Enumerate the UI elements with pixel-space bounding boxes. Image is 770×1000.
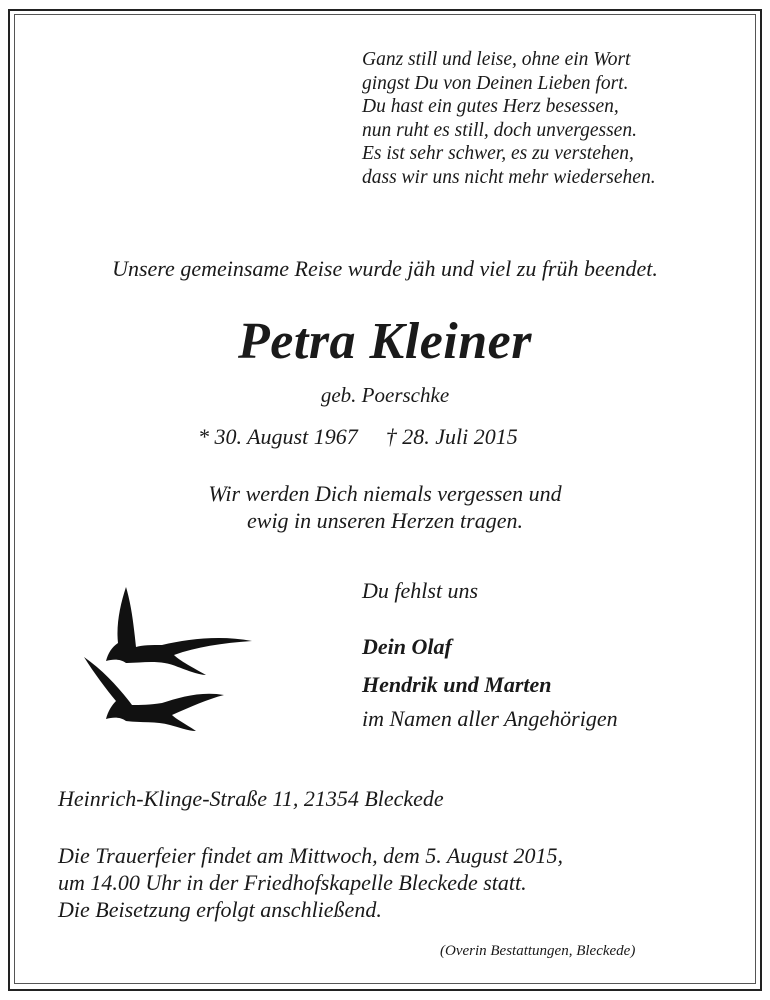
two-flying-birds-icon xyxy=(80,585,260,735)
deceased-name: Petra Kleiner xyxy=(238,313,532,370)
verse-line: ewig in unseren Herzen tragen. xyxy=(247,508,523,533)
poem-line: gingst Du von Deinen Lieben fort. xyxy=(362,72,629,94)
poem-line: dass wir uns nicht mehr wiedersehen. xyxy=(362,166,656,188)
notice-line: Die Trauerfeier findet am Mittwoch, dem 5. August 2015, xyxy=(58,843,563,868)
poem-line: nun ruht es still, doch unvergessen. xyxy=(362,119,637,141)
poem-line: Es ist sehr schwer, es zu verstehen, xyxy=(362,143,634,165)
notice-line: um 14.00 Uhr in der Friedhofskapelle Bleckede statt. xyxy=(58,870,527,895)
verse-line: Wir werden Dich niemals vergessen und xyxy=(208,481,562,506)
poem-line: Ganz still und leise, ohne ein Wort xyxy=(362,49,631,70)
death-date: † 28. Juli 2015 xyxy=(385,424,518,449)
maiden-name: geb. Poerschke xyxy=(320,383,450,407)
life-dates xyxy=(198,424,518,450)
signature-relatives: im Namen aller Angehörigen xyxy=(362,706,618,731)
signature-children: Hendrik und Marten xyxy=(362,672,552,697)
poem-line: Du hast ein gutes Herz besessen, xyxy=(362,96,619,118)
notice-line: Die Beisetzung erfolgt anschließend. xyxy=(58,897,382,922)
birth-date: * 30. August 1967 xyxy=(198,424,358,449)
closing-line: Du fehlst uns xyxy=(362,578,479,603)
signature-olaf: Dein Olaf xyxy=(362,634,452,659)
funeral-notice xyxy=(58,842,563,923)
remembrance-verse xyxy=(0,480,770,534)
address: Heinrich-Klinge-Straße 11, 21354 Bleckede xyxy=(58,786,444,811)
funeral-home-credit: (Overin Bestattungen, Bleckede) xyxy=(440,943,636,959)
poem xyxy=(362,48,656,190)
intro-line: Unsere gemeinsame Reise wurde jäh und viel zu früh beendet. xyxy=(112,256,658,281)
